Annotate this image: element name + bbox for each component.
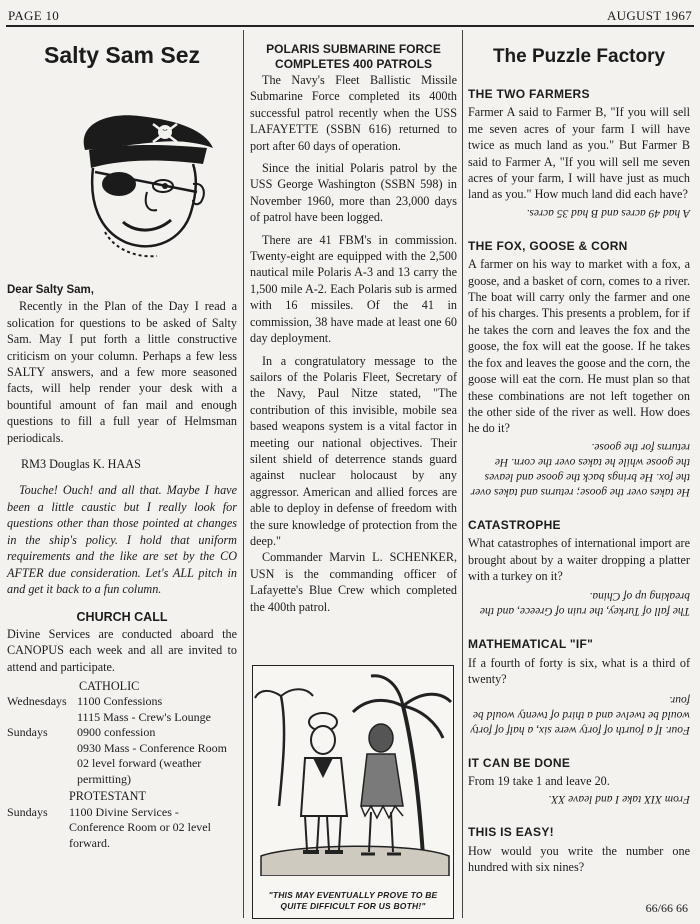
pirate-illustration [7,72,237,262]
protestant-schedule [7,805,237,852]
cartoon-panel [252,665,454,919]
puzzle-title: THE FOX, GOOSE & CORN [468,238,628,253]
schedule-row: Wednesdays 1100 Confessions [7,694,163,709]
puzzle-title: MATHEMATICAL "IF" [468,637,594,652]
schedule-row: 1115 Mass - Crew's Lounge [77,709,211,724]
puzzle-this-is-easy [468,824,690,875]
puzzle-question: A farmer on his way to market with a fox, a goose, and a basket of corn, comes to a river. The boat will carry only the farmer and one of his charges. This presents a problem, for if he takes the corn and leaves the fox and the goose, the fox will eat the goose. If he takes the fox and leaves the goose and the corn, the goose will eat the corn. He must plan so that these combinations are not left together on the other side of the river as well. How does he do it? [468,257,691,436]
puzzle-question: What catastrophes of international import are brought about by a waiter dropping a platter with a turkey on it? [468,536,690,583]
column-title: The Puzzle Factory [492,46,666,67]
letter-body: Recently in the Plan of the Day I read a solication for questions to be asked of Salty Sam. May I put forth a little constructive criticism on your column. Perhaps a few less SALTY answers, and a few more seasoned facts, will help render your desk with a bountiful amount of fan mail and enough questions to fill a full year of Helmsman periodicals. [7,299,237,445]
article-paragraph: Since the initial Polaris patrol by the USS George Washington (SSBN 598) in November 1960, more than 23,000 days of patrol have been logged. [250,161,457,225]
puzzle-title: CATASTROPHE [468,517,561,532]
catholic-schedule [7,694,237,787]
headline-line-1: POLARIS SUBMARINE FORCE [266,42,441,56]
letter-salutation: Dear Salty Sam, [7,284,94,296]
polaris-article [250,30,457,615]
puzzle-title: IT CAN BE DONE [468,755,571,770]
column-title: Salty Sam Sez [44,42,200,68]
article-paragraph: There are 41 FBM's in commission. Twenty-eight are equipped with the 2,500 nautical mile Polaris A-3 and 13 carry the 1,500 mile A-2. Each Polaris sub is armed with 16 missiles. Of the 41 in commission, 38 have made at least one 60 day deployment. [250,232,457,346]
letter-signature: RM3 Douglas K. HAAS [21,457,141,472]
article-paragraph: The Navy's Fleet Ballistic Missile Submarine Force completed its 400th successful patrol recently when the USS LAFAYETTE (SSBN 616) returned to port after 60 days of operation. [250,73,457,153]
headline-line-2: COMPLETES 400 PATROLS [275,57,432,71]
column-divider-left [243,30,244,918]
puzzle-question: Farmer A said to Farmer B, "If you will sell me seven acres of your farm I will have twice as much land as you." But Farmer B said to Farmer A, "If you will sell me seven acres of your farm, I will have just as much land as you." How much land did each have? [468,105,690,202]
puzzle-fox-goose-corn [468,238,690,499]
puzzle-catastrophe [468,517,690,619]
footer-code: 66/66 66 [645,901,688,915]
puzzle-it-can-be-done [468,755,690,807]
schedule-row: 02 level forward (weather permitting) [77,756,202,786]
puzzle-question: From 19 take 1 and leave 20. [468,773,610,788]
article-paragraph: In a congratulatory message to the sailors of the Polaris Fleet, Secretary of the Navy, Paul Nitze stated, "The contribution of this invisible, mobile sea based weapons system is a vital factor in meeting our national objectives. Their silent shield of deterrence stands guard against nuclear holocaust by any aggressor. American and allied forces are able to deploy in defense of freedom with the sure knowledge of protection from the deep." [250,353,457,548]
puzzle-answer-inverted: He takes over the goose; returns and takes over the fox. He brings back the goose and leaves the goose while he takes over the corn. He returns for the goose. [470,440,690,498]
church-call-heading: CHURCH CALL [76,610,168,625]
article-headline [250,42,457,72]
cartoon-caption: "THIS MAY EVENTUALLY PROVE TO BE QUITE DIFFICULT FOR US BOTH!" [268,890,438,911]
castaway-cartoon-icon [253,666,453,876]
catholic-heading: CATHOLIC [79,678,140,693]
puzzle-question: If a fourth of forty is six, what is a third of twenty? [468,655,690,687]
salty-sam-column [7,30,237,851]
puzzle-title: THIS IS EASY! [468,825,554,840]
church-intro: Divine Services are conducted aboard the CANOPUS each week and all are invited to attend and participate. [7,626,237,674]
salty-reply: Touche! Ouch! and all that. Maybe I have been a little caustic but I really look for questions other than those pointed at changes in the ship's policy. I hold that uniform requirements and the like are set by the CO AFTER due consideration. Let's ALL pitch in and get it back to a fun column. [7,483,237,596]
puzzle-mathematical-if [468,636,690,736]
protestant-heading: PROTESTANT [69,789,146,804]
pirate-icon [7,72,237,262]
puzzle-factory-column [468,30,690,876]
schedule-row: Sundays 1100 Divine Services - Conference Room or 02 level forward. [7,804,211,850]
column-divider-right [462,30,463,918]
page-header [8,8,692,24]
puzzle-answer-inverted: The fall of Turkey, the ruin of Greece, and the breaking up of China. [479,590,690,618]
schedule-row: Sundays 0900 confession [7,725,156,740]
article-paragraph: Commander Marvin L. SCHENKER, USN is the commanding officer of Lafayette's Blue Crew which completed the 400th patrol. [250,550,457,614]
puzzle-title: THE TWO FARMERS [468,87,590,101]
puzzle-answer-inverted: From XIX take I and leave XX. [548,793,690,806]
page-number: PAGE 10 [8,8,60,23]
schedule-row: 0930 Mass - Conference Room [77,740,227,755]
puzzle-answer-inverted: A had 49 acres and B had 35 acres. [526,206,690,219]
puzzle-question: How would you write the number one hundred with six nines? [468,843,690,875]
puzzle-answer-inverted: Four. If a fourth of forty were six, a half of forty would be twelve and a third of twenty would be four. [470,693,690,736]
issue-date: AUGUST 1967 [606,8,692,23]
puzzle-two-farmers [468,86,690,220]
header-rule [6,25,694,27]
